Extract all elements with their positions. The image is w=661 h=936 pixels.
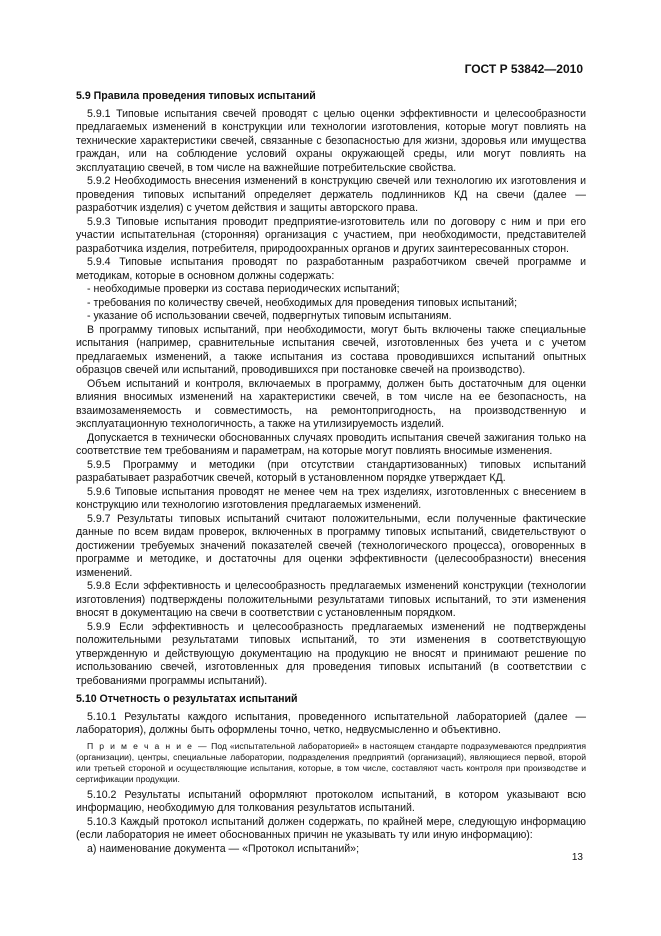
paragraph-program-special-tests: В программу типовых испытаний, при необходимости, могут быть включены также специальные испытания (например, сравнительные испытания свечей, изготовленных без учета и с учетом предлагаемых изменений, а также испытания из состава проводившихся испытаний опытных образцов свечей или испытаний, проводившихся при постановке свечей на производство). <box>76 323 586 376</box>
section-5-9-title: 5.9 Правила проведения типовых испытаний <box>76 90 316 102</box>
note-text: Под «испытательной лабораторией» в настоящем стандарте подразумеваются предприятия (организации), центры, специальные лаборатории, подразделения предприятий (организаций), являющиеся первой, второй или третьей стороной и осуществляющие испытания, которые, в том числе, составляют часть контроля при производстве и сертификации продукции. <box>76 740 586 785</box>
paragraph-5-9-6: 5.9.6 Типовые испытания проводят не менее чем на трех изделиях, изготовленных с внесением в конструкцию или технологию изготовления предлагаемых изменений. <box>76 485 586 511</box>
paragraph-5-9-5: 5.9.5 Программу и методики (при отсутствии стандартизованных) типовых испытаний разрабатывает разработчик свечей, который в установленном порядке утверждает КД. <box>76 458 586 484</box>
paragraph-5-9-7: 5.9.7 Результаты типовых испытаний считают положительными, если полученные фактические данные по всем видам проверок, включенных в программу типовых испытаний, свидетельствуют о достижении требуемых значений показателей свечей (технологического процесса), оговоренных в программе и методике, и достаточны для оценки эффективности (целесообразности) внесения изменений. <box>76 512 586 579</box>
paragraph-scope: Объем испытаний и контроля, включаемых в программу, должен быть достаточным для оценки влияния вносимых изменений на характеристики свечей, в том числе на ее безопасность, на взаимозаменяемость и совместимость, на ремонтопригодность, на производственную и эксплуатационную технологичность, а также на утилизируемость изделий. <box>76 377 586 430</box>
paragraph-5-9-1: 5.9.1 Типовые испытания свечей проводят с целью оценки эффективности и целесообразности предлагаемых изменений в конструкции или технологии изготовления, которые могут повлиять на технические характеристики свечей, связанные с безопасностью для жизни, здоровья или имущества граждан, или на соблюдение условий охраны окружающей среды, или могут повлиять на эксплуатацию свечей, в том числе на важнейшие потребительские свойства. <box>76 107 586 174</box>
page-body <box>76 90 586 856</box>
list-item: - необходимые проверки из состава периодических испытаний; <box>87 283 400 295</box>
document-header: ГОСТ Р 53842—2010 <box>464 62 583 76</box>
paragraph-5-9-4: 5.9.4 Типовые испытания проводят по разработанным разработчиком свечей программе и методикам, которые в основном должны содержать: <box>76 256 586 282</box>
section-5-10-title: 5.10 Отчетность о результатах испытаний <box>76 693 298 705</box>
note <box>76 741 586 786</box>
list-item: - указание об использовании свечей, подвергнутых типовым испытаниям. <box>87 310 452 322</box>
paragraph-5-9-9: 5.9.9 Если эффективность и целесообразность предлагаемых изменений не подтверждены положительными результатами типовых испытаний, то эти изменения в соответствующую утвержденную и действующую документацию на продукцию не вносят и принимают решение по использованию свечей, изготовленных для проведения типовых испытаний (в соответствии с требованиями программы испытаний). <box>76 620 586 687</box>
paragraph-5-9-3: 5.9.3 Типовые испытания проводит предприятие-изготовитель или по договору с ним и при его участии испытательная (сторонняя) организация с участием, при необходимости, представителей разработчика изделия, потребителя, природоохранных органов и других заинтересованных сторон. <box>76 215 586 255</box>
list-item: - требования по количеству свечей, необходимых для проведения типовых испытаний; <box>87 296 518 309</box>
paragraph-5-10-3: 5.10.3 Каждый протокол испытаний должен содержать, по крайней мере, следующую информацию (если лаборатория не имеет обоснованных причин не указывать ту или иную информацию): <box>76 815 586 842</box>
paragraph-5-10-1: 5.10.1 Результаты каждого испытания, проведенного испытательной лабораторией (далее — лаборатория), должны быть оформлены точно, четко, недвусмысленно и объективно. <box>76 710 586 736</box>
page-number: 13 <box>571 852 583 863</box>
note-label: П р и м е ч а н и е — <box>87 740 209 751</box>
paragraph-5-10-2: 5.10.2 Результаты испытаний оформляют протоколом испытаний, в котором указывают всю информацию, необходимую для толкования результатов испытаний. <box>76 788 586 815</box>
list-item-a: а) наименование документа — «Протокол испытаний»; <box>87 842 360 855</box>
paragraph-5-9-8: 5.9.8 Если эффективность и целесообразность предлагаемых изменений конструкции (технологии изготовления) подтверждены положительными результатами типовых испытаний, то эти изменения вносят в документацию на свечи в соответствии с установленным порядком. <box>76 580 586 619</box>
paragraph-allowance: Допускается в технически обоснованных случаях проводить испытания свечей зажигания только на соответствие тем требованиям и параметрам, на которые могут повлиять вносимые изменения. <box>76 431 586 457</box>
paragraph-5-9-2: 5.9.2 Необходимость внесения изменений в конструкцию свечей или технологию их изготовления и проведения типовых испытаний определяет держатель подлинников КД на свечи (далее — разработчик изделия) с учетом действия и защиты авторского права. <box>76 175 586 214</box>
